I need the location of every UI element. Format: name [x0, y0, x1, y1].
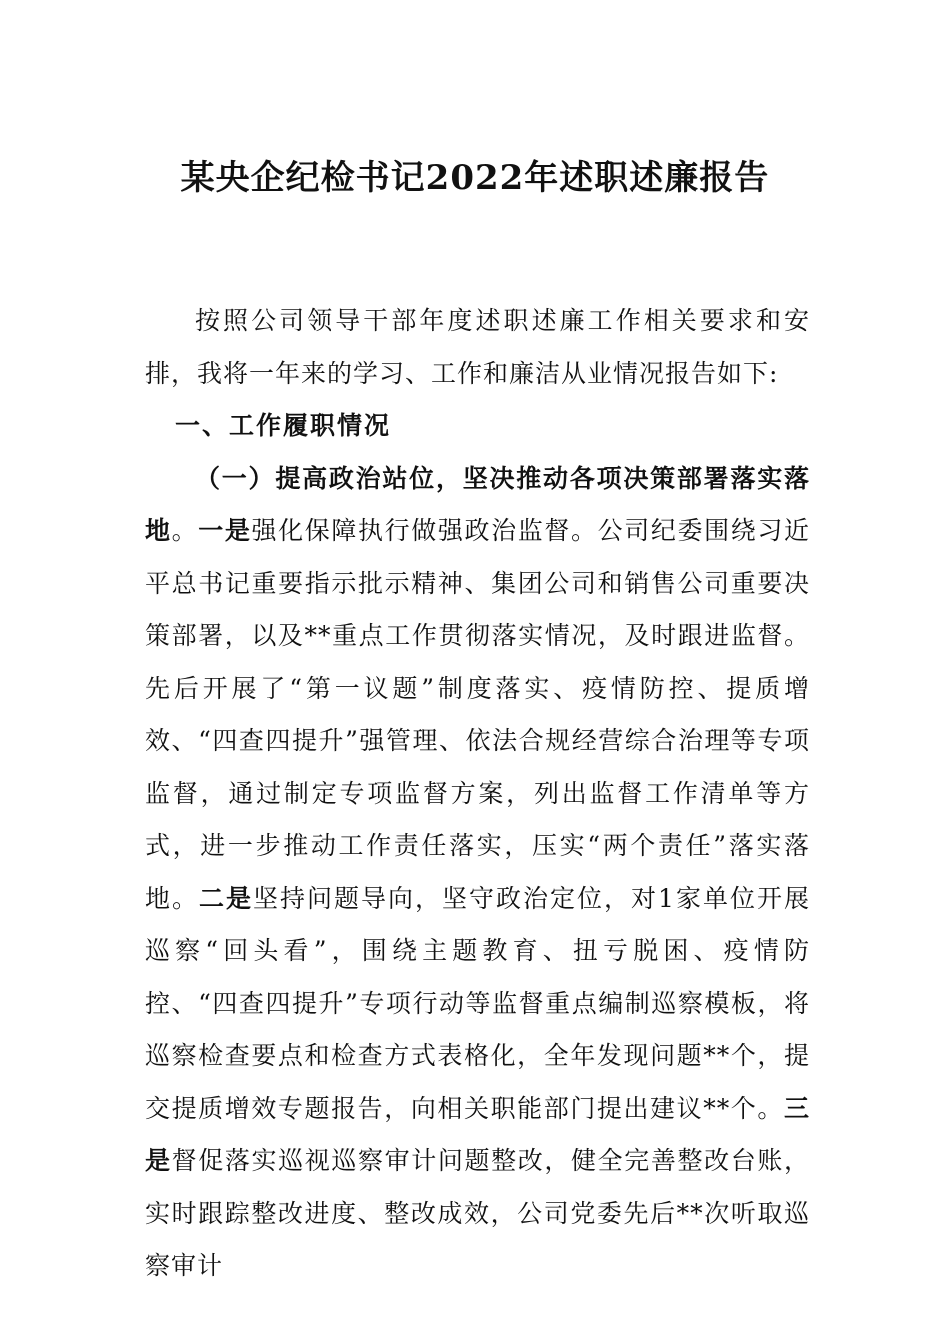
- subsection-paragraph: [145, 453, 810, 1293]
- document-title: 某央企纪检书记2022年述职述廉报告: [180, 158, 770, 198]
- intro-paragraph: 按照公司领导干部年度述职述廉工作相关要求和安排，我将一年来的学习、工作和廉洁从业情况报告如下:: [145, 306, 810, 388]
- section-heading: 一、工作履职情况: [175, 411, 392, 440]
- point-text-1: 强化保障执行做强政治监督。公司纪委围绕习近平总书记重要指示批示精神、集团公司和销售公司重要决策部署，以及**重点工作贯彻落实情况，及时跟进监督。先后开展了“第一议题”制度落实、疫情防控、提质增效、“四查四提升”强管理、依法合规经营综合治理等专项监督，通过制定专项监督方案，列出监督工作清单等方式，进一步推动工作责任落实，压实“两个责任”落实落地。: [145, 516, 810, 913]
- point-text-3: 督促落实巡视巡察审计问题整改，健全完善整改台账，实时跟踪整改进度、整改成效，公司党委先后**次听取巡察审计: [145, 1146, 810, 1280]
- point-label-1: 一是: [198, 516, 252, 545]
- point-label-3: 三是: [145, 1093, 810, 1175]
- subsection-heading: （一）提高政治站位，坚决推动各项决策部署落实落地: [145, 463, 810, 545]
- document-body: [145, 295, 810, 1293]
- point-label-2: 二是: [199, 883, 254, 913]
- subsection-heading-punct: 。: [171, 516, 199, 545]
- point-text-2: 坚持问题导向，坚守政治定位，对1家单位开展巡察“回头看”，围绕主题教育、扭亏脱困、疫情防控、“四查四提升”专项行动等监督重点编制巡察模板，将巡察检查要点和检查方式表格化，全年发现问题**个，提交提质增效专题报告，向相关职能部门提出建议**个。: [145, 883, 810, 1123]
